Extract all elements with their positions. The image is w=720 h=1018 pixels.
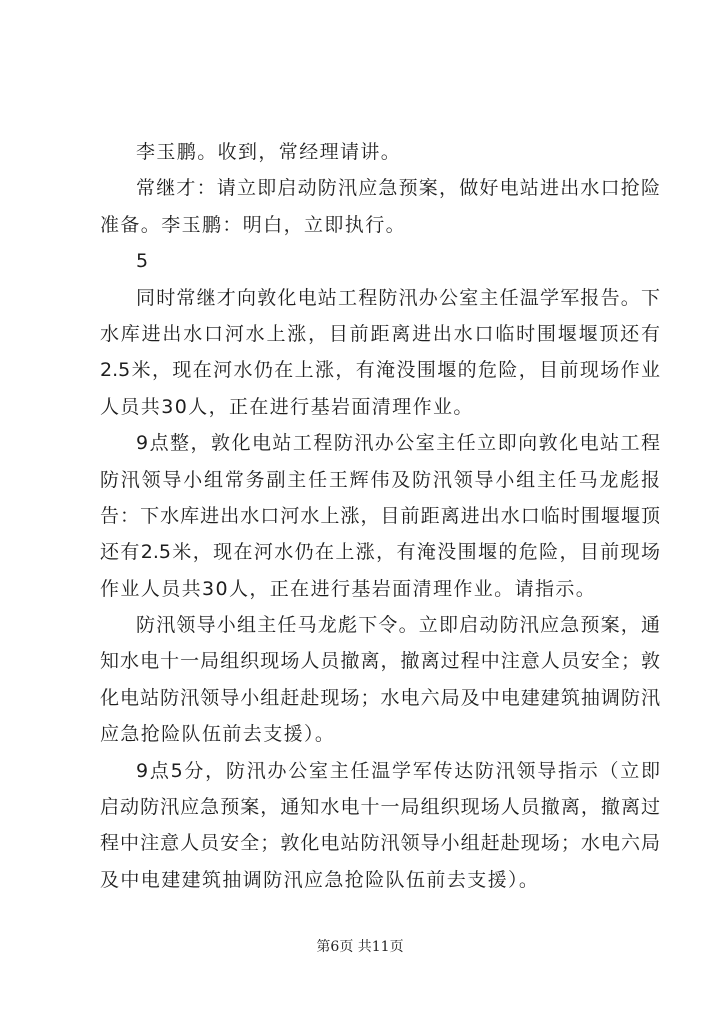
text-line: 应急抢险队伍前去支援）。	[100, 723, 336, 746]
text-line: 5	[136, 250, 149, 273]
page-number: 第6页 共11页	[316, 939, 404, 955]
text-line: 告：下水库进出水口河水上涨，目前距离进出水口临时围堰堰顶	[100, 504, 660, 527]
text-line: 作业人员共30人，正在进行基岩面清理作业。请指示。	[100, 577, 597, 600]
text-line: 水库进出水口河水上涨，目前距离进出水口临时围堰堰顶还有	[100, 322, 660, 345]
text-line: 启动防汛应急预案，通知水电十一局组织现场人员撤离，撤离过	[100, 796, 660, 819]
text-line: 常继才：请立即启动防汛应急预案，做好电站进出水口抢险	[136, 177, 660, 200]
text-line: 防汛领导小组主任马龙彪下令。立即启动防汛应急预案，通	[136, 614, 660, 637]
text-line: 2.5米，现在河水仍在上涨，有淹没围堰的危险，目前现场作业	[100, 359, 660, 382]
text-line: 及中电建建筑抽调防汛应急抢险队伍前去支援）。	[100, 868, 540, 891]
text-line: 还有2.5米，现在河水仍在上涨，有淹没围堰的危险，目前现场	[100, 541, 660, 564]
document-body	[100, 134, 660, 898]
text-line: 9点整，敦化电站工程防汛办公室主任立即向敦化电站工程	[136, 432, 660, 455]
text-line: 知水电十一局组织现场人员撤离，撤离过程中注意人员安全；敦	[100, 650, 660, 673]
text-line: 程中注意人员安全；敦化电站防汛领导小组赶赴现场；水电六局	[100, 832, 660, 855]
text-line: 人员共30人，正在进行基岩面清理作业。	[100, 395, 474, 418]
text-line: 防汛领导小组常务副主任王辉伟及防汛领导小组主任马龙彪报	[100, 468, 660, 491]
text-line: 同时常继才向敦化电站工程防汛办公室主任温学军报告。下	[136, 286, 660, 309]
text-line: 准备。李玉鹏：明白，立即执行。	[100, 213, 407, 236]
text-line: 9点5分，防汛办公室主任温学军传达防汛领导指示（立即	[136, 759, 660, 782]
text-line: 化电站防汛领导小组赶赴现场；水电六局及中电建建筑抽调防汛	[100, 686, 660, 709]
text-line: 李玉鹏。收到，常经理请讲。	[136, 141, 402, 163]
